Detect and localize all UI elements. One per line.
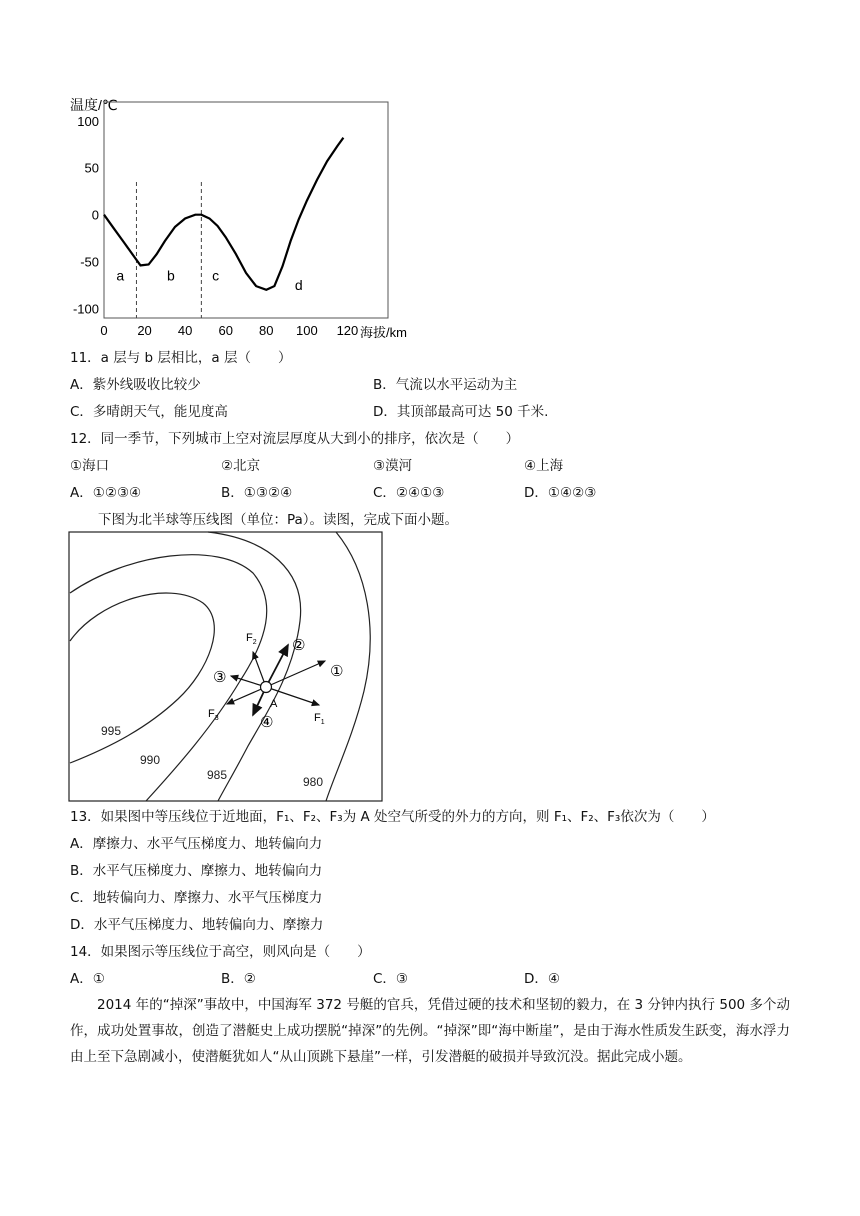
plot-frame <box>104 102 388 318</box>
q12-option-a[interactable]: A．①②③④ <box>70 485 142 501</box>
point-a <box>261 682 272 693</box>
layer-labels <box>116 267 302 292</box>
q14-option-c[interactable]: C．③ <box>373 971 409 987</box>
isobar-995 <box>70 593 214 763</box>
question-11-stem: 11．a 层与 b 层相比，a 层（ ） <box>70 350 292 366</box>
y-tick-label: 50 <box>84 160 99 176</box>
isobar-label-980: 980 <box>303 775 324 789</box>
layer-label-d: d <box>294 276 303 293</box>
isobar-intro: 下图为北半球等压线图（单位：Pa）。读图，完成下面小题。 <box>98 512 459 528</box>
label-circled-4: ④ <box>260 714 274 731</box>
isobar-label-995: 995 <box>101 724 122 738</box>
q12-item-3: ③漠河 <box>373 458 413 474</box>
y-tick-label: -50 <box>80 254 99 270</box>
q13-option-c[interactable]: C．地转偏向力、摩擦力、水平气压梯度力 <box>70 890 323 906</box>
label-circled-3: ③ <box>213 669 227 686</box>
q11-option-d[interactable]: D．其顶部最高可达 50 千米. <box>373 404 549 420</box>
y-axis-label: 温度/℃ <box>70 97 118 113</box>
x-tick-label: 120 <box>336 323 359 338</box>
q13-option-a[interactable]: A．摩擦力、水平气压梯度力、地转偏向力 <box>70 836 323 852</box>
q12-option-b[interactable]: B．①③②④ <box>221 485 293 501</box>
label-circled-1: ① <box>330 663 344 680</box>
layer-dividers <box>136 182 201 318</box>
q12-option-d[interactable]: D．①④②③ <box>524 485 597 501</box>
point-a-label: A <box>270 698 278 710</box>
temperature-altitude-chart <box>60 90 420 345</box>
q14-option-d[interactable]: D．④ <box>524 971 560 987</box>
question-13-stem: 13．如果图中等压线位于近地面，F₁、F₂、F₃为 A 处空气所受的外力的方向，则 F₁、F₂、F₃依次为（ ） <box>70 809 715 825</box>
y-tick-label: -100 <box>72 301 99 317</box>
q13-option-b[interactable]: B．水平气压梯度力、摩擦力、地转偏向力 <box>70 863 323 879</box>
label-circled-2: ② <box>292 637 306 654</box>
q11-option-b[interactable]: B．气流以水平运动为主 <box>373 377 518 393</box>
x-tick-label: 20 <box>137 323 152 338</box>
passage-paragraph: 2014 年的“掉深”事故中，中国海军 372 号艇的官兵，凭借过硬的技术和坚韧的毅力，在 3 分钟内执行 500 多个动作，成功处置事故，创造了潜艇史上成功摆脱“掉深”的先例。“掉深”即“海中断崖”，是由于海水性质发生跃变，海水浮力由上至下急剧减小，使潜艇犹如人“从山顶跳下悬崖”一样，引发潜艇的破损并导致沉没。据此完成小题。 <box>70 997 790 1065</box>
label-f2: $F_2$ <box>246 632 257 646</box>
arrow-2 <box>266 645 288 687</box>
isobar-label-985: 985 <box>207 768 228 782</box>
q11-option-c[interactable]: C．多晴朗天气，能见度高 <box>70 404 228 420</box>
q12-item-2: ②北京 <box>221 458 261 474</box>
q13-option-d[interactable]: D．水平气压梯度力、地转偏向力、摩擦力 <box>70 917 324 933</box>
x-tick-label: 60 <box>218 323 233 338</box>
question-14-stem: 14．如果图示等压线位于高空，则风向是（ ） <box>70 944 371 960</box>
isobar-map <box>68 531 384 803</box>
y-tick-label: 0 <box>91 207 99 223</box>
x-tick-label: 80 <box>259 323 274 338</box>
label-f1: $F_1$ <box>314 712 325 726</box>
label-f3: $F_3$ <box>208 708 219 722</box>
y-tick-labels <box>73 114 99 317</box>
x-tick-label: 40 <box>177 323 193 338</box>
question-12-stem: 12．同一季节，下列城市上空对流层厚度从大到小的排序，依次是（ ） <box>70 431 520 447</box>
q12-item-4: ④上海 <box>524 458 564 474</box>
q11-option-a[interactable]: A．紫外线吸收比较少 <box>70 377 201 393</box>
q14-option-b[interactable]: B．② <box>221 971 256 987</box>
q12-option-c[interactable]: C．②④①③ <box>373 485 445 501</box>
q14-option-a[interactable]: A．① <box>70 971 105 987</box>
x-tick-label: 100 <box>296 323 318 338</box>
arrow-1 <box>266 661 325 687</box>
x-axis-label: 海拔/km <box>360 325 407 340</box>
q12-item-1: ①海口 <box>70 458 110 474</box>
layer-label-b: b <box>167 267 175 284</box>
layer-label-a: a <box>116 267 125 284</box>
x-tick-labels <box>100 323 358 338</box>
x-tick-label: 0 <box>100 323 108 338</box>
layer-label-c: c <box>212 267 220 284</box>
y-tick-label: 100 <box>77 113 99 129</box>
temperature-curve <box>104 138 343 290</box>
isobar-985 <box>208 532 301 801</box>
isobar-label-990: 990 <box>140 753 161 767</box>
